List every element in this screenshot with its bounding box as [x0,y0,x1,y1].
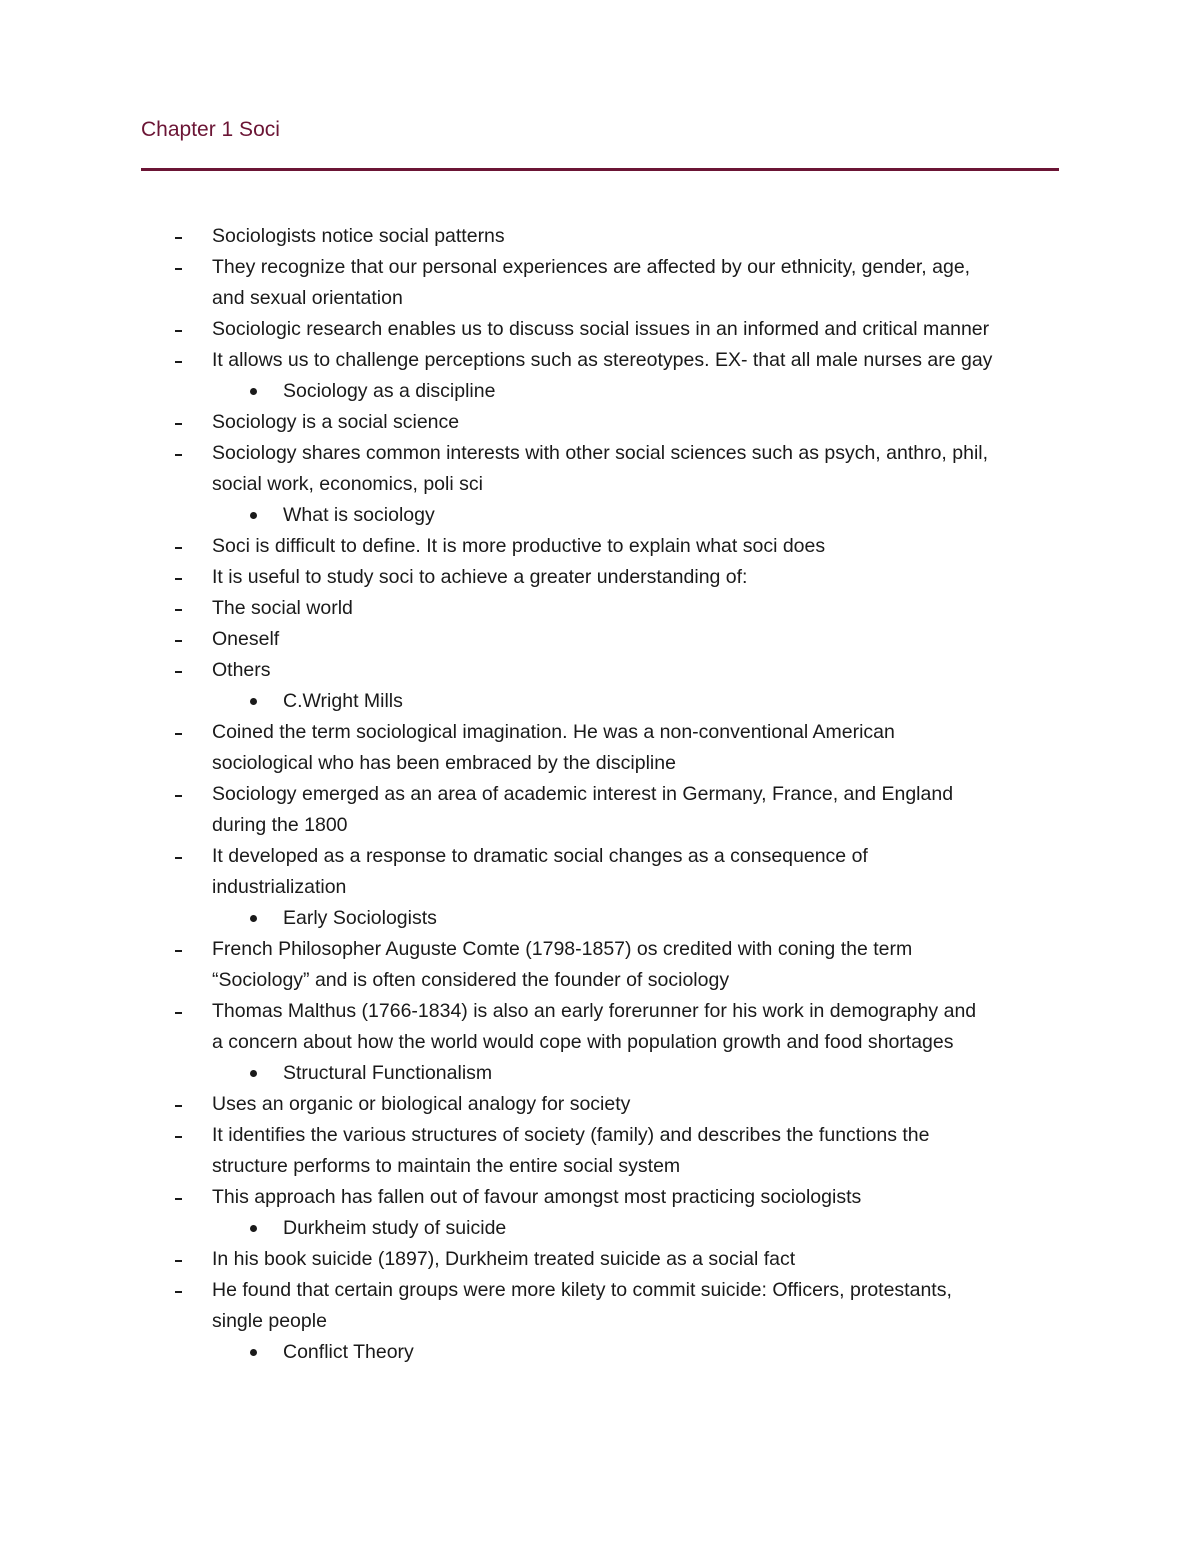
list-item-text: It identifies the various structures of society (family) and describes the functions the [212,1124,930,1146]
list-item [0,841,1200,903]
list-item-text: “Sociology” and is often considered the founder of sociology [212,969,730,991]
list-item [0,562,1200,593]
list-item [0,314,1200,345]
list-item-text: single people [212,1310,327,1332]
list-item [0,438,1200,500]
section-heading-item [0,1058,1200,1089]
section-heading-item [0,903,1200,934]
list-item-text: It allows us to challenge perceptions such as stereotypes. EX- that all male nurses are gay [212,349,993,371]
list-item-text: a concern about how the world would cope with population growth and food shortages [212,1031,954,1053]
title-divider [141,168,1059,171]
list-item [0,407,1200,438]
section-heading-item [0,376,1200,407]
list-item-text: industrialization [212,876,347,898]
list-item-text: Sociology as a discipline [283,380,496,402]
list-item [0,717,1200,779]
list-item-text: Sociology emerged as an area of academic interest in Germany, France, and England [212,783,954,805]
list-item-text: Sociology is a social science [212,411,460,433]
list-item-text: Sociology shares common interests with other social sciences such as psych, anthro, phil, [212,442,989,464]
list-item-text: It developed as a response to dramatic social changes as a consequence of [212,845,868,867]
list-item-text: social work, economics, poli sci [212,473,483,495]
list-item-text: Durkheim study of suicide [283,1217,507,1239]
list-item-text: during the 1800 [212,814,348,836]
list-item-text: C.Wright Mills [283,690,403,712]
list-item [0,779,1200,841]
list-item-text: Conflict Theory [283,1341,414,1363]
list-item-text: Coined the term sociological imagination. He was a non-conventional American [212,721,895,743]
list-item-text: Soci is difficult to define. It is more productive to explain what soci does [212,535,826,557]
section-heading-item [0,686,1200,717]
list-item-text: This approach has fallen out of favour amongst most practicing sociologists [212,1186,862,1208]
list-item-text: Sociologists notice social patterns [212,225,505,247]
list-item [0,655,1200,686]
list-item [0,531,1200,562]
list-item [0,624,1200,655]
list-item-text: Early Sociologists [283,907,437,929]
list-item [0,345,1200,376]
list-item-text: Thomas Malthus (1766-1834) is also an early forerunner for his work in demography and [212,1000,977,1022]
list-item-text: Uses an organic or biological analogy for society [212,1093,631,1115]
list-item-text: It is useful to study soci to achieve a greater understanding of: [212,566,748,588]
section-heading-item [0,1337,1200,1368]
section-heading-item [0,500,1200,531]
list-item [0,1244,1200,1275]
list-item-text: structure performs to maintain the entire social system [212,1155,681,1177]
list-item-text: Oneself [212,628,280,650]
list-item-text: He found that certain groups were more kilety to commit suicide: Officers, protestants, [212,1279,952,1301]
list-item-text: sociological who has been embraced by the discipline [212,752,676,774]
list-item-text: French Philosopher Auguste Comte (1798-1857) os credited with coning the term [212,938,913,960]
notes-list [0,221,1200,1368]
list-item [0,1089,1200,1120]
list-item-text: Others [212,659,271,681]
list-item [0,252,1200,314]
list-item [0,1120,1200,1182]
list-item-text: In his book suicide (1897), Durkheim treated suicide as a social fact [212,1248,796,1270]
list-item-text: They recognize that our personal experiences are affected by our ethnicity, gender, age, [212,256,971,278]
list-item [0,593,1200,624]
list-item [0,1182,1200,1213]
list-item-text: and sexual orientation [212,287,403,309]
list-item [0,221,1200,252]
page-title: Chapter 1 Soci [141,118,280,141]
list-item [0,996,1200,1058]
list-item-text: The social world [212,597,353,619]
list-item-text: Sociologic research enables us to discuss social issues in an informed and critical manner [212,318,990,340]
section-heading-item [0,1213,1200,1244]
list-item [0,934,1200,996]
list-item-text: What is sociology [283,504,435,526]
list-item-text: Structural Functionalism [283,1062,493,1084]
list-item [0,1275,1200,1337]
